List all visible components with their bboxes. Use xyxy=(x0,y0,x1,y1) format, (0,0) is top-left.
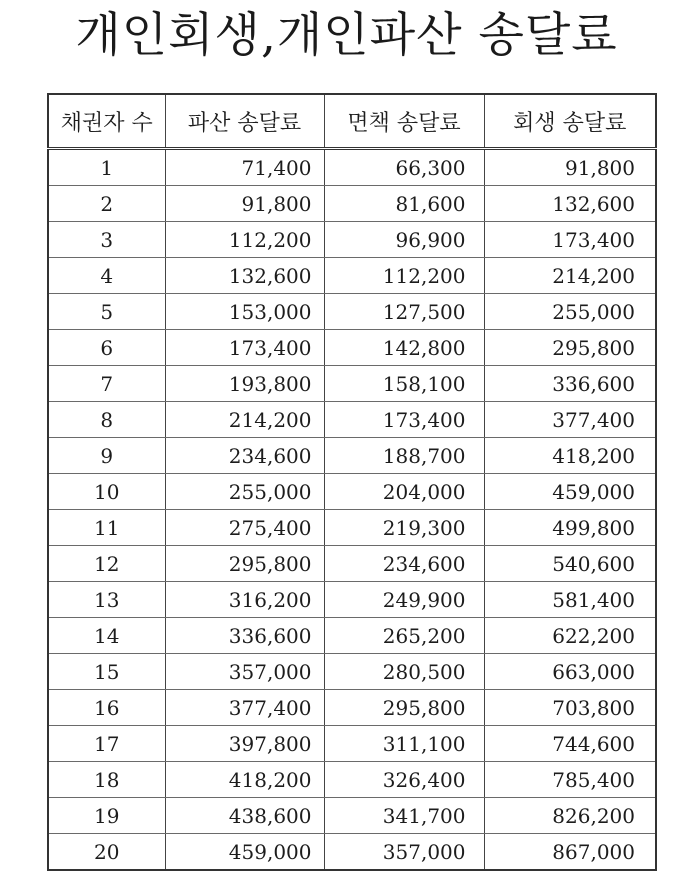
discharge-fee-cell: 127,500 xyxy=(324,294,484,330)
rehabilitation-fee-cell: 867,000 xyxy=(484,834,656,871)
rehabilitation-fee-cell: 785,400 xyxy=(484,762,656,798)
creditor-count-cell: 18 xyxy=(48,762,165,798)
discharge-fee-cell: 280,500 xyxy=(324,654,484,690)
discharge-fee-cell: 96,900 xyxy=(324,222,484,258)
discharge-fee-cell: 66,300 xyxy=(324,149,484,186)
table-row xyxy=(48,258,656,294)
rehabilitation-fee-cell: 622,200 xyxy=(484,618,656,654)
creditor-count-cell: 9 xyxy=(48,438,165,474)
table-row xyxy=(48,798,656,834)
creditor-count-cell: 7 xyxy=(48,366,165,402)
discharge-fee-cell: 265,200 xyxy=(324,618,484,654)
discharge-fee-cell: 234,600 xyxy=(324,546,484,582)
discharge-fee-cell: 158,100 xyxy=(324,366,484,402)
header-discharge-fee: 면책 송달료 xyxy=(324,94,484,149)
creditor-count-cell: 19 xyxy=(48,798,165,834)
table-row xyxy=(48,510,656,546)
bankruptcy-fee-cell: 71,400 xyxy=(165,149,324,186)
discharge-fee-cell: 188,700 xyxy=(324,438,484,474)
discharge-fee-cell: 295,800 xyxy=(324,690,484,726)
creditor-count-cell: 16 xyxy=(48,690,165,726)
discharge-fee-cell: 311,100 xyxy=(324,726,484,762)
discharge-fee-cell: 204,000 xyxy=(324,474,484,510)
rehabilitation-fee-cell: 540,600 xyxy=(484,546,656,582)
table-row xyxy=(48,582,656,618)
header-rehabilitation-fee: 회생 송달료 xyxy=(484,94,656,149)
bankruptcy-fee-cell: 234,600 xyxy=(165,438,324,474)
creditor-count-cell: 15 xyxy=(48,654,165,690)
fee-table xyxy=(47,93,657,871)
bankruptcy-fee-cell: 397,800 xyxy=(165,726,324,762)
bankruptcy-fee-cell: 438,600 xyxy=(165,798,324,834)
bankruptcy-fee-cell: 112,200 xyxy=(165,222,324,258)
creditor-count-cell: 4 xyxy=(48,258,165,294)
discharge-fee-cell: 219,300 xyxy=(324,510,484,546)
rehabilitation-fee-cell: 418,200 xyxy=(484,438,656,474)
bankruptcy-fee-cell: 173,400 xyxy=(165,330,324,366)
creditor-count-cell: 1 xyxy=(48,149,165,186)
table-row xyxy=(48,366,656,402)
rehabilitation-fee-cell: 173,400 xyxy=(484,222,656,258)
bankruptcy-fee-cell: 91,800 xyxy=(165,186,324,222)
table-row xyxy=(48,330,656,366)
rehabilitation-fee-cell: 214,200 xyxy=(484,258,656,294)
bankruptcy-fee-cell: 336,600 xyxy=(165,618,324,654)
table-row xyxy=(48,186,656,222)
discharge-fee-cell: 357,000 xyxy=(324,834,484,871)
table-row xyxy=(48,474,656,510)
bankruptcy-fee-cell: 316,200 xyxy=(165,582,324,618)
creditor-count-cell: 11 xyxy=(48,510,165,546)
bankruptcy-fee-cell: 275,400 xyxy=(165,510,324,546)
bankruptcy-fee-cell: 193,800 xyxy=(165,366,324,402)
creditor-count-cell: 13 xyxy=(48,582,165,618)
bankruptcy-fee-cell: 459,000 xyxy=(165,834,324,871)
discharge-fee-cell: 249,900 xyxy=(324,582,484,618)
creditor-count-cell: 12 xyxy=(48,546,165,582)
discharge-fee-cell: 341,700 xyxy=(324,798,484,834)
bankruptcy-fee-cell: 418,200 xyxy=(165,762,324,798)
discharge-fee-cell: 326,400 xyxy=(324,762,484,798)
creditor-count-cell: 20 xyxy=(48,834,165,871)
table-row xyxy=(48,149,656,186)
rehabilitation-fee-cell: 255,000 xyxy=(484,294,656,330)
table-row xyxy=(48,294,656,330)
table-header-row xyxy=(48,94,656,149)
rehabilitation-fee-cell: 459,000 xyxy=(484,474,656,510)
discharge-fee-cell: 112,200 xyxy=(324,258,484,294)
creditor-count-cell: 14 xyxy=(48,618,165,654)
table-row xyxy=(48,762,656,798)
creditor-count-cell: 3 xyxy=(48,222,165,258)
table-row xyxy=(48,834,656,871)
rehabilitation-fee-cell: 744,600 xyxy=(484,726,656,762)
discharge-fee-cell: 173,400 xyxy=(324,402,484,438)
table-row xyxy=(48,690,656,726)
table-row xyxy=(48,222,656,258)
table-row xyxy=(48,618,656,654)
creditor-count-cell: 6 xyxy=(48,330,165,366)
bankruptcy-fee-cell: 357,000 xyxy=(165,654,324,690)
discharge-fee-cell: 81,600 xyxy=(324,186,484,222)
creditor-count-cell: 2 xyxy=(48,186,165,222)
rehabilitation-fee-cell: 295,800 xyxy=(484,330,656,366)
creditor-count-cell: 5 xyxy=(48,294,165,330)
rehabilitation-fee-cell: 499,800 xyxy=(484,510,656,546)
page-title: 개인회생,개인파산 송달료 xyxy=(75,8,618,63)
rehabilitation-fee-cell: 336,600 xyxy=(484,366,656,402)
table-row xyxy=(48,402,656,438)
bankruptcy-fee-cell: 377,400 xyxy=(165,690,324,726)
creditor-count-cell: 17 xyxy=(48,726,165,762)
rehabilitation-fee-cell: 663,000 xyxy=(484,654,656,690)
rehabilitation-fee-cell: 377,400 xyxy=(484,402,656,438)
bankruptcy-fee-cell: 214,200 xyxy=(165,402,324,438)
creditor-count-cell: 8 xyxy=(48,402,165,438)
table-row xyxy=(48,726,656,762)
rehabilitation-fee-cell: 581,400 xyxy=(484,582,656,618)
bankruptcy-fee-cell: 295,800 xyxy=(165,546,324,582)
bankruptcy-fee-cell: 132,600 xyxy=(165,258,324,294)
rehabilitation-fee-cell: 91,800 xyxy=(484,149,656,186)
discharge-fee-cell: 142,800 xyxy=(324,330,484,366)
table-row xyxy=(48,654,656,690)
table-body xyxy=(48,149,656,871)
bankruptcy-fee-cell: 153,000 xyxy=(165,294,324,330)
header-bankruptcy-fee: 파산 송달료 xyxy=(165,94,324,149)
table-row xyxy=(48,438,656,474)
header-creditor-count: 채권자 수 xyxy=(48,94,165,149)
rehabilitation-fee-cell: 132,600 xyxy=(484,186,656,222)
table-row xyxy=(48,546,656,582)
creditor-count-cell: 10 xyxy=(48,474,165,510)
bankruptcy-fee-cell: 255,000 xyxy=(165,474,324,510)
rehabilitation-fee-cell: 703,800 xyxy=(484,690,656,726)
rehabilitation-fee-cell: 826,200 xyxy=(484,798,656,834)
